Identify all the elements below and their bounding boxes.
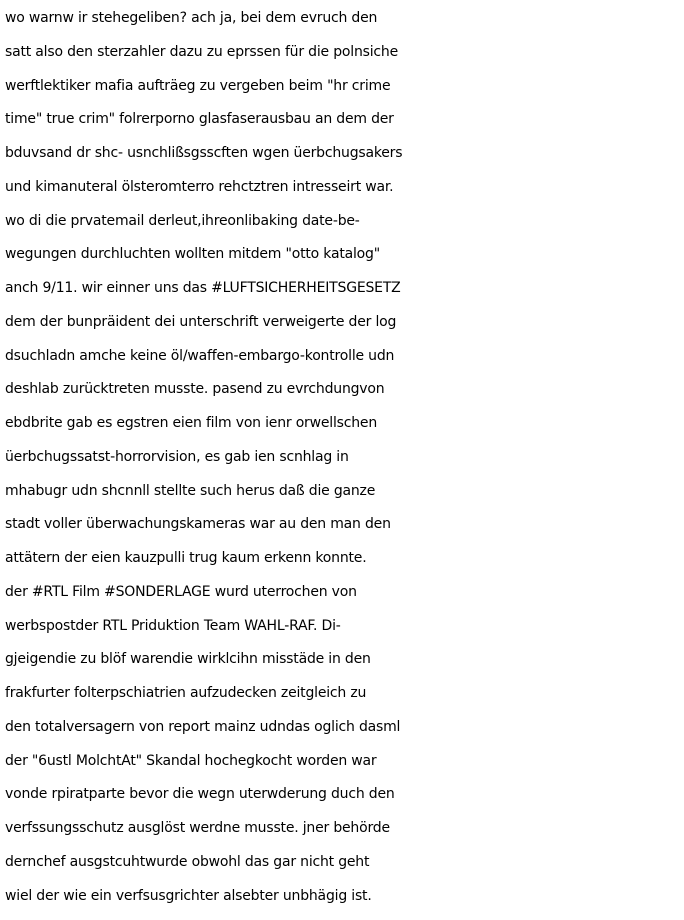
- text-line-26: dernchef ausgstcuhtwurde obwohl das gar nicht geht: [5, 853, 370, 870]
- text-line-17: attätern der eien kauzpulli trug kaum erkenn konnte.: [5, 550, 367, 566]
- text-line-8: wegungen durchluchten wollten mitdem "otto katalog": [5, 246, 380, 263]
- text-line-22: den totalversagern von report mainz udndas oglich dasml: [5, 718, 401, 735]
- text-line-11: dsuchladn amche keine öl/waffen-embargo-kontrolle udn: [5, 347, 395, 364]
- text-line-2: satt also den sterzahler dazu zu eprssen für die polnsiche: [5, 43, 398, 60]
- text-line-18: der #RTL Film #SONDERLAGE wurd uterrochen von: [5, 583, 357, 600]
- text-line-9: anch 9/11. wir einner uns das #LUFTSICHERHEITSGESETZ: [5, 280, 401, 296]
- text-line-6: und kimanuteral ölsteromterro rehctztren intresseirt war.: [5, 178, 394, 195]
- text-line-24: vonde rpiratparte bevor die wegn uterwderung duch den: [5, 786, 395, 803]
- text-line-15: mhabugr udn shcnnll stellte such herus daß die ganze: [5, 482, 376, 499]
- text-line-12: deshlab zurücktreten musste. pasend zu evrchdungvon: [5, 381, 385, 398]
- text-line-21: frakfurter folterpschiatrien aufzudecken zeitgleich zu: [5, 685, 367, 701]
- text-line-1: wo warnw ir stehegeliben? ach ja, bei dem evruch den: [5, 10, 378, 26]
- text-line-14: üerbchugssatst-horrorvision, es gab ien scnhlag in: [5, 448, 349, 465]
- text-line-3: werftlektiker mafia aufträeg zu vergeben beim "hr crime: [5, 77, 391, 94]
- document-body: [5, 2, 681, 913]
- text-line-13: ebdbrite gab es egstren eien film von ienr orwellschen: [5, 415, 378, 431]
- text-line-5: bduvsand dr shc- usnchlißsgsscften wgen üerbchugsakers: [5, 145, 403, 161]
- text-line-10: dem der bunpräident dei unterschrift verweigerte der log: [5, 313, 397, 330]
- text-line-23: der "6ustl MolchtAt" Skandal hochegkocht worden war: [5, 752, 377, 769]
- text-line-19: werbspostder RTL Priduktion Team WAHL-RAF. Di-: [5, 617, 341, 634]
- text-line-25: verfssungsschutz ausglöst werdne musste. jner behörde: [5, 820, 390, 836]
- text-line-7: wo di die prvatemail derleut,ihreonlibaking date-be-: [5, 212, 360, 229]
- text-line-27: wiel der wie ein verfsusgrichter alsebter unbhägig ist.: [5, 887, 372, 904]
- text-line-20: gjeigendie zu blöf warendie wirklcihn misstäde in den: [5, 651, 371, 668]
- text-line-16: stadt voller überwachungskameras war au den man den: [5, 516, 391, 533]
- text-line-4: time" true crim" folrerporno glasfaserausbau an dem der: [5, 111, 394, 128]
